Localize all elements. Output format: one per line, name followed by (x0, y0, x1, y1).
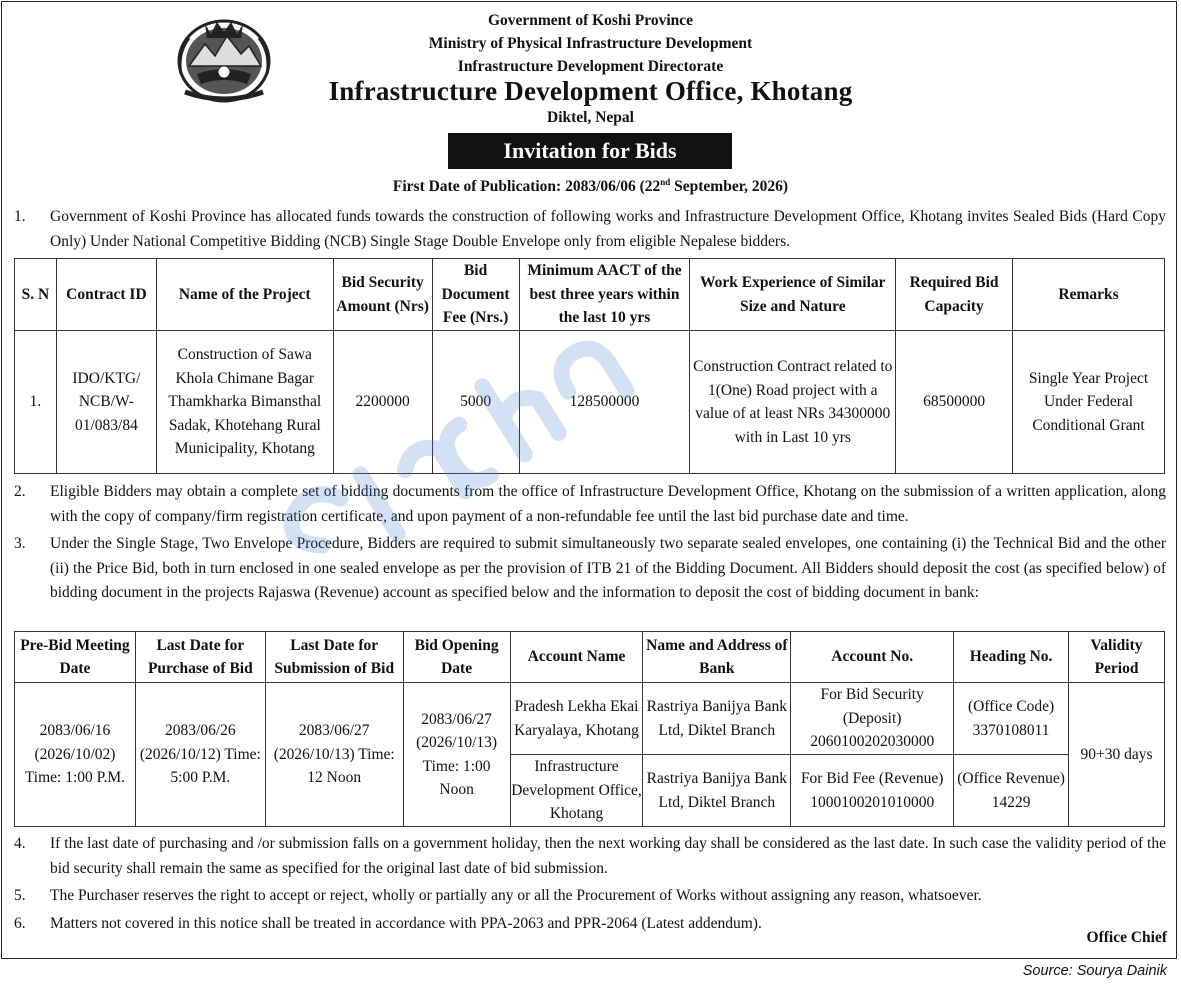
publication-date: First Date of Publication: 2083/06/06 (22nd September, 2026) (392, 176, 789, 195)
header-doc-fee: Bid Document Fee (Nrs.) (432, 259, 519, 331)
header-remarks: Remarks (1013, 259, 1165, 331)
header-experience: Work Experience of Similar Size and Nature (690, 259, 896, 331)
clause-1 (14, 205, 1166, 254)
cell-experience: Construction Contract related to 1(One) Road project with a value of at least NRs 34300000 with in Last 10 yrs (690, 331, 896, 474)
cell-bid-security: 2200000 (333, 331, 432, 474)
header-validity: Validity Period (1069, 632, 1165, 683)
cell-validity: 90+30 days (1069, 683, 1165, 827)
clause-text: Government of Koshi Province has allocated funds towards the construction of following works and Infrastructure Development Office, Khotang invites Sealed Bids (Hard Copy Only) Under National Competitive Bidding (NCB) Single Stage Double Envelope only from eligible Nepalese bidders. (50, 208, 1166, 250)
clause-3 (14, 532, 1166, 606)
table-header-row (15, 632, 1165, 683)
office-title: Infrastructure Development Office, Khotang (328, 76, 853, 106)
cell-sn: 1. (15, 331, 57, 474)
cell-aact: 128500000 (519, 331, 690, 474)
header-sn: S. N (15, 259, 57, 331)
cell-prebid-date: 2083/06/16 (2026/10/02) Time: 1:00 P.M. (15, 683, 136, 827)
clause-text: Under the Single Stage, Two Envelope Procedure, Bidders are required to submit simultaneously two separate sealed envelopes, one containing (i) the Technical Bid and the other (ii) the Price Bid, both in turn enclosed in one sealed envelope as per the provision of ITB 21 of the Bidding Document. All Bidders should deposit the cost (as specified below) of bidding document in the projects Rajaswa (Revenue) account as specified below and the information to deposit the cost of bidding document in bank: (50, 535, 1166, 601)
cell-heading-no: (Office Code) 3370108011 (954, 683, 1069, 755)
header-bid-security: Bid Security Amount (Nrs) (333, 259, 432, 331)
header-capacity: Required Bid Capacity (896, 259, 1013, 331)
header-heading-no: Heading No. (954, 632, 1069, 683)
cell-account-no: For Bid Fee (Revenue) 1000100201010000 (791, 755, 954, 827)
cell-bank: Rastriya Banijya Bank Ltd, Diktel Branch (643, 755, 791, 827)
header-contract-id: Contract ID (56, 259, 156, 331)
clause-number: 4. (14, 835, 26, 852)
clause-4 (14, 832, 1166, 881)
clause-text: Eligible Bidders may obtain a complete set of bidding documents from the office of Infrastructure Development Office, Khotang on the submission of a written application, along with the copy of company/firm registration certificate, and upon payment of a non-refundable fee until the last bid purchase date and time. (50, 483, 1166, 525)
ministry-line: Ministry of Physical Infrastructure Development (428, 35, 753, 52)
government-line: Government of Koshi Province (487, 12, 694, 29)
header-purchase: Last Date for Purchase of Bid (135, 632, 265, 683)
clause-6 (14, 912, 1166, 937)
project-table (14, 258, 1165, 474)
clause-number: 3. (14, 535, 26, 552)
directorate-line: Infrastructure Development Directorate (457, 58, 724, 75)
cell-project-name: Construction of Sawa Khola Chimane Bagar Thamkharka Bimansthal Sadak, Khotehang Rural Municipality, Khotang (156, 331, 333, 474)
header-bank: Name and Address of Bank (643, 632, 791, 683)
cell-account-no: For Bid Security (Deposit) 2060100202030000 (791, 683, 954, 755)
cell-account-name: Infrastructure Development Office, Khotang (510, 755, 643, 827)
cell-heading-no: (Office Revenue) 14229 (954, 755, 1069, 827)
header-submission: Last Date for Submission of Bid (265, 632, 403, 683)
cell-contract-id: IDO/KTG/ NCB/W- 01/083/84 (56, 331, 156, 474)
signature: Office Chief (1086, 929, 1167, 946)
header-opening: Bid Opening Date (403, 632, 510, 683)
cell-remarks: Single Year Project Under Federal Conditional Grant (1013, 331, 1165, 474)
clause-5 (14, 884, 1166, 909)
clause-number: 2. (14, 483, 26, 500)
office-location: Diktel, Nepal (547, 109, 634, 126)
cell-account-name: Pradesh Lekha Ekai Karyalaya, Khotang (510, 683, 643, 755)
invitation-banner: Invitation for Bids (448, 133, 732, 169)
source-credit: Source: Sourya Dainik (1022, 963, 1167, 979)
cell-doc-fee: 5000 (432, 331, 519, 474)
clause-text: The Purchaser reserves the right to accept or reject, wholly or partially any or all the Procurement of Works without assigning any reason, whatsoever. (50, 887, 982, 904)
table-row (15, 331, 1165, 474)
clause-text: Matters not covered in this notice shall be treated in accordance with PPA-2063 and PPR-2064 (Latest addendum). (50, 915, 762, 932)
schedule-table (14, 631, 1165, 827)
cell-bank: Rastriya Banijya Bank Ltd, Diktel Branch (643, 683, 791, 755)
table-row (15, 683, 1165, 755)
cell-submission-date: 2083/06/27 (2026/10/13) Time: 12 Noon (265, 683, 403, 827)
header-account-no: Account No. (791, 632, 954, 683)
cell-purchase-date: 2083/06/26 (2026/10/12) Time: 5:00 P.M. (135, 683, 265, 827)
cell-capacity: 68500000 (896, 331, 1013, 474)
header-account-name: Account Name (510, 632, 643, 683)
clause-number: 6. (14, 915, 26, 932)
cell-opening-date: 2083/06/27 (2026/10/13) Time: 1:00 Noon (403, 683, 510, 827)
header-prebid: Pre-Bid Meeting Date (15, 632, 136, 683)
clause-text: If the last date of purchasing and /or submission falls on a government holiday, then the next working day shall be considered as the last date. In such case the validity period of the bid security shall remain the same as specified for the original last date of bid submission. (50, 835, 1166, 877)
clause-2 (14, 480, 1166, 529)
header-project-name: Name of the Project (156, 259, 333, 331)
clause-number: 1. (14, 208, 26, 225)
clause-number: 5. (14, 887, 26, 904)
header-aact: Minimum AACT of the best three years within the last 10 yrs (519, 259, 690, 331)
table-header-row (15, 259, 1165, 331)
